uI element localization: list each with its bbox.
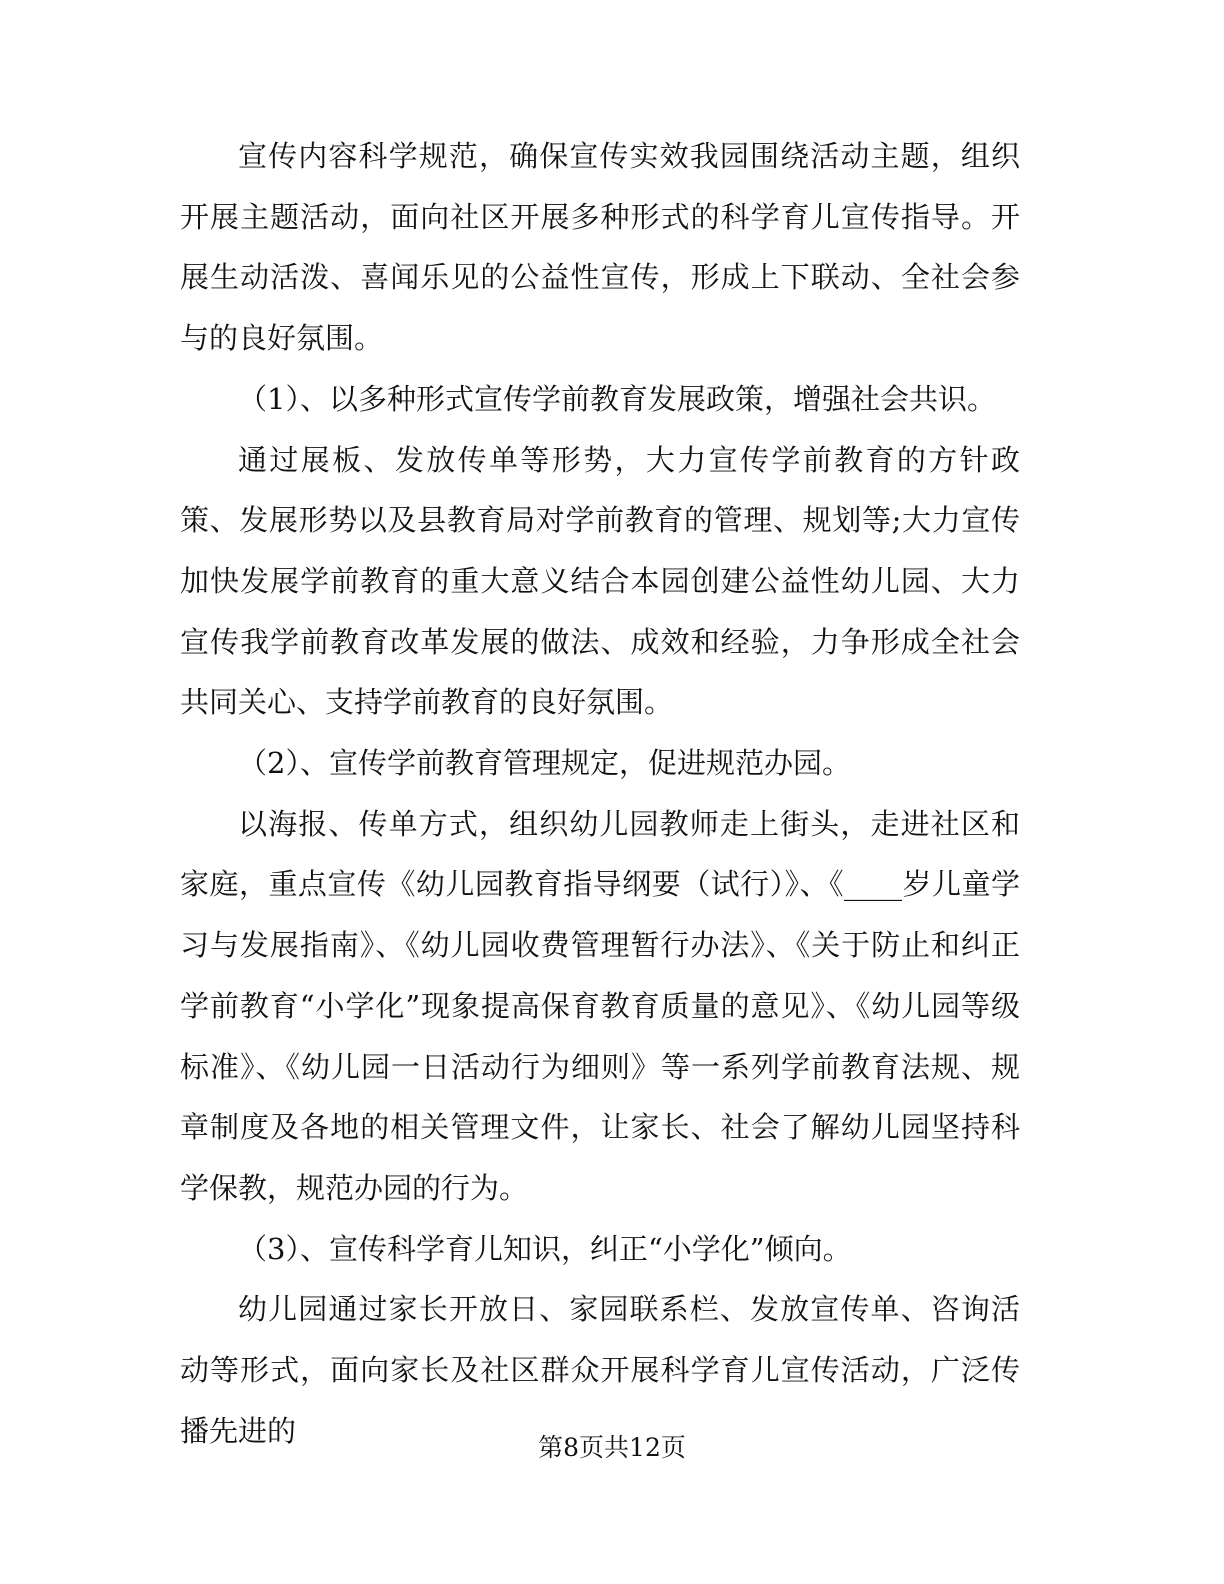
paragraph-parenting: 幼儿园通过家长开放日、家园联系栏、发放宣传单、咨询活动等形式，面向家长及社区群众开展科学育儿宣传活动，广泛传播先进的 <box>180 1292 1020 1448</box>
document-body <box>180 126 1020 1461</box>
heading-item-2: （2）、宣传学前教育管理规定，促进规范办园。 <box>238 746 851 781</box>
paragraph-policy: 通过展板、发放传单等形势，大力宣传学前教育的方针政策、发展形势以及县教育局对学前教育的管理、规划等;大力宣传加快发展学前教育的重大意义结合本园创建公益性幼儿园、大力宣传我学前教育改革发展的做法、成效和经验，力争形成全社会共同关心、支持学前教育的良好氛围。 <box>180 442 1020 720</box>
heading-item-3: （3）、宣传科学育儿知识，纠正“小学化”倾向。 <box>238 1231 852 1266</box>
paragraph-intro: 宣传内容科学规范，确保宣传实效我园围绕活动主题，组织开展主题活动，面向社区开展多种形式的科学育儿宣传指导。开展生动活泼、喜闻乐见的公益性宣传，形成上下联动、全社会参与的良好氛围。 <box>180 139 1020 356</box>
paragraph-regulations: 以海报、传单方式，组织幼儿园教师走上街头，走进社区和家庭，重点宣传《幼儿园教育指导纲要（试行）》、《____岁儿童学习与发展指南》、《幼儿园收费管理暂行办法》、《关于防止和纠正学前教育“小学化”现象提高保育教育质量的意见》、《幼儿园等级标准》、《幼儿园一日活动行为细则》等一系列学前教育法规、规章制度及各地的相关管理文件，让家长、社会了解幼儿园坚持科学保教，规范办园的行为。 <box>180 806 1020 1205</box>
heading-item-1: （1）、以多种形式宣传学前教育发展政策，增强社会共识。 <box>238 381 996 416</box>
page-number-footer: 第8页共12页 <box>538 1433 686 1462</box>
